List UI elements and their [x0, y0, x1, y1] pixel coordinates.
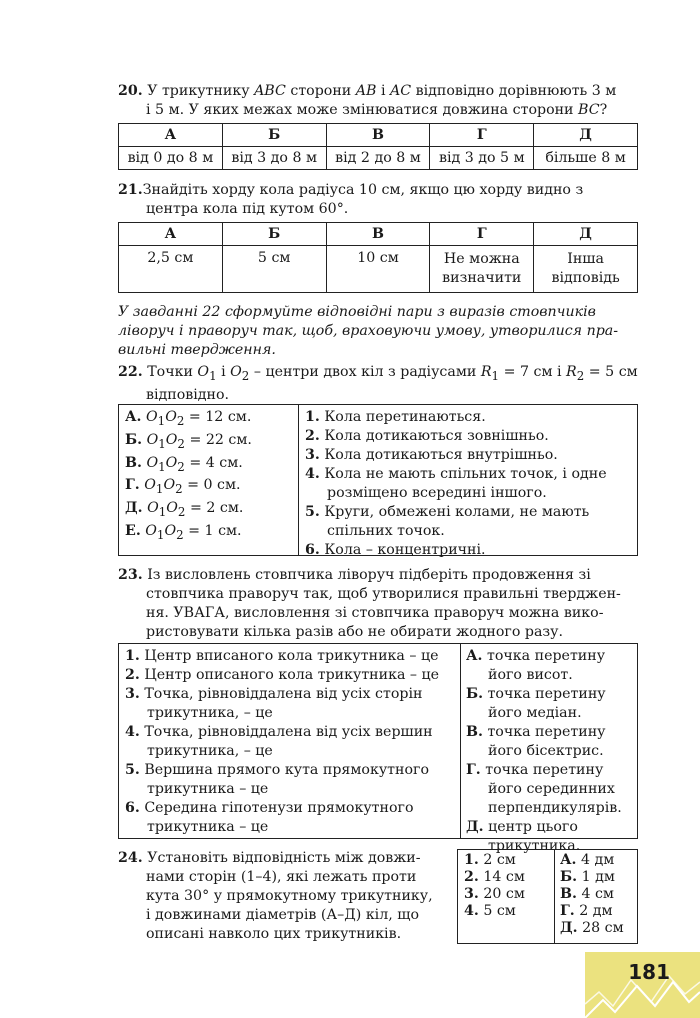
q22-right-item: 6. Кола – концентричні.: [305, 542, 486, 558]
q20-header-c: В: [326, 124, 430, 147]
q22-left-item: В. $O_1O_2 = 4$ см.: [125, 454, 243, 474]
q22-left-column: [119, 405, 299, 555]
q21-header-c: В: [326, 223, 430, 246]
q23-left-item-cont: трикутника – це: [147, 781, 269, 797]
q22-right-item: 3. Кола дотикаються внутрішньо.: [305, 447, 558, 463]
q20-option-b: від 3 до 8 м: [222, 147, 326, 170]
q20-header-b: Б: [222, 124, 326, 147]
q22-left-item: А. $O_1O_2 = 12$ см.: [125, 409, 252, 428]
q23-left-item: 6. Середина гіпотенузи прямокутного: [125, 800, 414, 816]
q20-option-d: від 3 до 5 м: [430, 147, 534, 170]
q22-text: 22. Точки $O_1$ і $O_2$ – центри двох кіл з радіусами $R_1 = 7$ см і $R_2 = 5$ см відповідно.: [118, 364, 638, 403]
q22-number: 22.: [118, 364, 143, 380]
q23-left-item-cont: трикутника, – це: [147, 705, 273, 721]
q21-header-e: Д: [534, 223, 638, 246]
q23-left-item-cont: трикутника, – це: [147, 743, 273, 759]
q24-left-item: 2. 14 см: [464, 869, 525, 885]
q23-right-item: Б. точка перетину: [466, 686, 606, 702]
q23-right-item-cont: його медіан.: [488, 705, 582, 721]
q20-answer-table: [118, 123, 638, 170]
q24-text: 24. Установіть відповідність між довжи- нами сторін (1–4), які лежать проти кута 30° у прямокутному трикутнику, і довжинами діаметрів (А–Д) кіл, що описані навколо цих трикутників.: [118, 850, 433, 942]
q24-right-item: В. 4 см: [560, 886, 614, 902]
q22-right-item-cont: спільних точок.: [327, 523, 445, 539]
q24-left-column: [458, 850, 555, 943]
q23-right-item-cont: його бісектрис.: [488, 743, 604, 759]
q24-right-item: Г. 2 дм: [560, 903, 613, 919]
q24-right-item: А. 4 дм: [560, 852, 615, 868]
q21-header-a: А: [119, 223, 223, 246]
q22-left-item: Г. $O_1O_2 = 0$ см.: [125, 477, 241, 497]
q22-right-item-cont: розміщено всередині іншого.: [327, 485, 547, 501]
q24-left-item: 3. 20 см: [464, 886, 525, 902]
q21-text: 21.Знайдіть хорду кола радіуса 10 см, якщо цю хорду видно з центра кола під кутом 60°.: [118, 182, 584, 217]
q20-header-d: Г: [430, 124, 534, 147]
q20-header-e: Д: [534, 124, 638, 147]
q22-right-item: 1. Кола перетинаються.: [305, 409, 486, 425]
q23-right-column: [461, 644, 637, 854]
q23-right-item-cont: його висот.: [488, 667, 573, 683]
q24-left-item: 1. 2 см: [464, 852, 516, 868]
q24-left-item: 4. 5 см: [464, 903, 516, 919]
q23-left-item: 2. Центр описаного кола трикутника – це: [125, 667, 440, 683]
q22-right-column: [299, 405, 637, 558]
q21-option-c: 10 см: [326, 246, 430, 293]
q23-matching-box: [118, 643, 638, 854]
q23-right-item: Д. центр цього: [466, 819, 578, 835]
instruction-text: У завданні 22 сформуйте відповідні пари з виразів стовпчиків ліворуч і праворуч так, щоб, враховуючи умову, утворилися пра- вильні твердження.: [118, 304, 619, 358]
q22-right-item: 4. Кола не мають спільних точок, і одне: [305, 466, 607, 482]
q24-matching-box: [457, 849, 638, 944]
q20-number: 20.: [118, 83, 143, 99]
q21-option-d: Не можна визначити: [430, 246, 534, 293]
q23-left-column: [119, 644, 461, 838]
q23-left-item: 5. Вершина прямого кута прямокутного: [125, 762, 429, 778]
q23-left-item: 4. Точка, рівновіддалена від усіх вершин: [125, 724, 433, 740]
q22-matching-box: [118, 404, 638, 556]
q22-left-item: Д. $O_1O_2 = 2$ см.: [125, 500, 244, 520]
q23-right-item: Г. точка перетину: [466, 762, 604, 778]
q21-option-a: 2,5 см: [119, 246, 223, 293]
q23-right-item: А. точка перетину: [466, 648, 606, 664]
q23-number: 23.: [118, 567, 143, 583]
q24-right-item: Д. 28 см: [560, 920, 624, 936]
q21-option-b: 5 см: [222, 246, 326, 293]
q23-right-item-cont: трикутника.: [488, 838, 581, 854]
q20-header-a: А: [119, 124, 223, 147]
q22-right-item: 5. Круги, обмежені колами, не мають: [305, 504, 590, 520]
page-number: 181: [628, 960, 670, 984]
q20-option-c: від 2 до 8 м: [326, 147, 430, 170]
q20-option-e: більше 8 м: [534, 147, 638, 170]
q21-answer-table: [118, 222, 638, 293]
q24-right-item: Б. 1 дм: [560, 869, 615, 885]
q22-left-item: Е. $O_1O_2 = 1$ см.: [125, 523, 242, 542]
q23-right-item-cont: перпендикулярів.: [488, 800, 622, 816]
q23-left-item: 1. Центр вписаного кола трикутника – це: [125, 648, 439, 664]
q22-right-item: 2. Кола дотикаються зовнішньо.: [305, 428, 549, 444]
q23-right-item: В. точка перетину: [466, 724, 606, 740]
q20-option-a: від 0 до 8 м: [119, 147, 223, 170]
q22-left-item: Б. $O_1O_2 = 22$ см.: [125, 431, 252, 451]
q23-text: 23. Із висловлень стовпчика ліворуч підберіть продовження зі стовпчика праворуч так, щоб утворилися правильні тверджен- ня. УВАГА, висловлення зі стовпчика праворуч можна вико- ристовувати кілька разів або не обирати жодного разу.: [118, 567, 621, 640]
q21-option-e: Інша відповідь: [534, 246, 638, 293]
q23-left-item-cont: трикутника – це: [147, 819, 269, 835]
q21-header-b: Б: [222, 223, 326, 246]
q21-number: 21.: [118, 182, 143, 198]
q21-header-d: Г: [430, 223, 534, 246]
q24-right-column: [555, 850, 637, 943]
q23-right-item-cont: його серединних: [488, 781, 615, 797]
q24-number: 24.: [118, 850, 143, 866]
q20-text: 20. У трикутнику ABC сторони AB і AC відповідно дорівнюють 3 м і 5 м. У яких межах може змінюватися довжина сторони BC?: [118, 83, 617, 118]
q23-left-item: 3. Точка, рівновіддалена від усіх сторін: [125, 686, 423, 702]
